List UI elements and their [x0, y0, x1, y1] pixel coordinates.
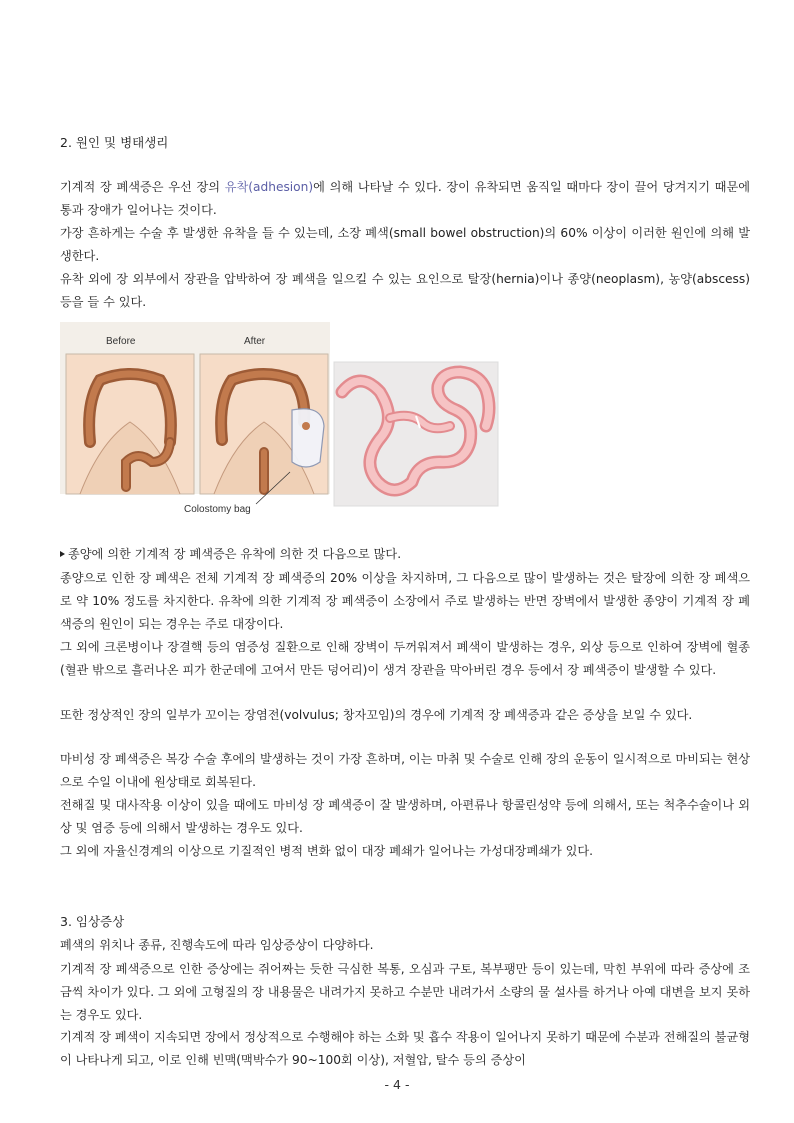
before-label: Before [106, 336, 136, 347]
paragraph-volvulus: 또한 정상적인 장의 일부가 꼬이는 장염전(volvulus; 창자꼬임)의 경우에 기계적 장 폐색증과 같은 증상을 보일 수 있다. [60, 708, 693, 722]
paragraph-other-causes: 유착 외에 장 외부에서 장관을 압박하여 장 폐색을 일으킬 수 있는 요인으로 탈장(hernia)이나 종양(neoplasm), 농양(abscess) 등을 들 수 있다. [60, 272, 750, 309]
paragraph-tumor-text: 종양에 의한 기계적 장 폐색증은 유착에 의한 것 다음으로 많다. [68, 547, 402, 561]
section-3-heading: 3. 임상증상 [60, 914, 125, 929]
colostomy-figure [60, 322, 500, 522]
paragraph-symptom-variety: 폐색의 위치나 종류, 진행속도에 따라 임상증상이 다양하다. [60, 938, 374, 952]
paragraph-tumor-stats: 종양으로 인한 장 폐색은 전체 기계적 장 폐색증의 20% 이상을 차지하며, 그 다음으로 많이 발생하는 것은 탈장에 의한 장 폐색으로 약 10% 정도를 차지한다. 유착에 의한 기계적 장 폐색증이 소장에서 주로 발생하는 반면 장벽에서 발생한 종양이 기계적 장 폐색증의 원인이 되는 경우는 주로 대장이다. [60, 571, 750, 631]
colostomy-bag-label: Colostomy bag [184, 504, 251, 515]
paragraph-pseudo-obstruction: 그 외에 자율신경계의 이상으로 기질적인 병적 변화 없이 대장 폐쇄가 일어나는 가성대장폐쇄가 있다. [60, 844, 594, 858]
paragraph-mechanical-symptoms: 기계적 장 폐색증으로 인한 증상에는 쥐어짜는 듯한 극심한 복통, 오심과 구토, 복부팽만 등이 있는데, 막힌 부위에 따라 증상에 조금씩 차이가 있다. 그 외에 고형질의 장 내용물은 내려가지 못하고 수분만 내려가서 소량의 물 설사를 하거나 아예 대변을 보지 못하는 경우도 있다. [60, 962, 750, 1022]
paragraph-electrolyte: 전해질 및 대사작용 이상이 있을 때에도 마비성 장 폐색증이 잘 발생하며, 아편류나 항콜린성약 등에 의해서, 또는 척추수술이나 외상 및 염증 등에 의해서 발생하는 경우도 있다. [60, 798, 750, 835]
paragraph-inflammatory: 그 외에 크론병이나 장결핵 등의 염증성 질환으로 인해 장벽이 두꺼워져서 폐색이 발생하는 경우, 외상 등으로 인하여 장벽에 혈종(혈관 밖으로 흘러나온 피가 한군데에 고여서 만든 덩어리)이 생겨 장관을 막아버린 경우 등에서 장 폐색증이 발생할 수 있다. [60, 640, 750, 677]
paragraph-adhesion-post: 에 의해 나타날 수 있다. 장이 유착되면 움직일 때마다 장이 끌어 당겨지기 때문에 통과 장애가 일어나는 것이다. [60, 180, 750, 217]
paragraph-postop-adhesion: 가장 흔하게는 수술 후 발생한 유착을 들 수 있는데, 소장 폐색(small bowel obstruction)의 60% 이상이 이러한 원인에 의해 발생한다. [60, 226, 750, 263]
section-2-heading: 2. 원인 및 병태생리 [60, 135, 169, 150]
bullet-arrow-icon [60, 551, 65, 557]
paragraph-adhesion [60, 176, 750, 222]
after-label: After [244, 336, 266, 347]
paragraph-adhesion-pre: 기계적 장 폐색증은 우선 장의 [60, 180, 225, 194]
page-number: - 4 - [384, 1077, 410, 1092]
paragraph-tumor [60, 543, 750, 566]
paragraph-complications: 기계적 장 폐색이 지속되면 장에서 정상적으로 수행해야 하는 소화 및 흡수 작용이 일어나지 못하기 때문에 수분과 전해질의 불균형이 나타나게 되고, 이로 인해 빈맥(맥박수가 90~100회 이상), 저혈압, 탈수 등의 증상이 [60, 1030, 750, 1067]
paragraph-paralytic: 마비성 장 폐색증은 복강 수술 후에의 발생하는 것이 가장 흔하며, 이는 마취 및 수술로 인해 장의 운동이 일시적으로 마비되는 현상으로 수일 이내에 원상태로 회복된다. [60, 752, 750, 789]
adhesion-link[interactable]: 유착(adhesion) [224, 180, 314, 194]
